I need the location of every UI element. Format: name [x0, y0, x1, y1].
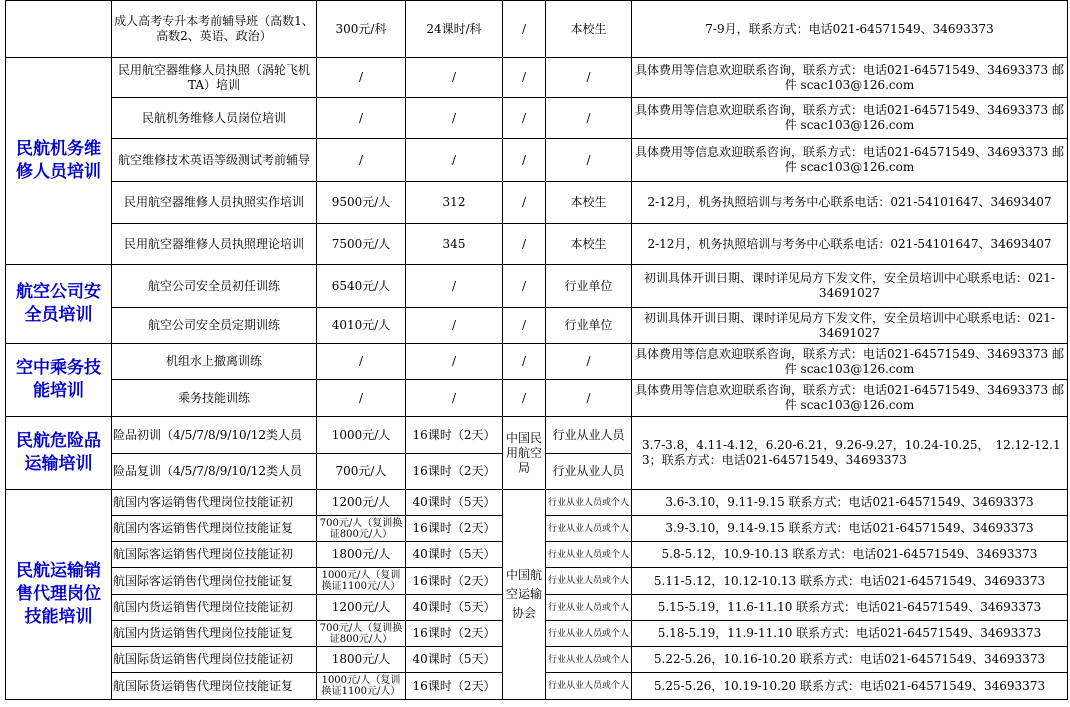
org-cell: / [503, 308, 546, 344]
category-cell: 空中乘务技能培训 [6, 344, 112, 417]
org-cell: / [503, 224, 546, 265]
category-cell: 民航危险品运输培训 [6, 417, 112, 490]
course-cell: 航国内客运销售代理岗位技能证复 [112, 516, 317, 542]
hours-cell: 40课时（5天） [406, 542, 503, 568]
price-cell: 1000元/人（复训换证1100元/人） [317, 568, 406, 595]
training-schedule-table [5, 0, 1068, 700]
course-cell: 成人高考专升本考前辅导班（高数1、高数2、英语、政治） [112, 1, 317, 58]
course-cell: 航国内货运销售代理岗位技能证复 [112, 621, 317, 647]
target-cell: 本校生 [546, 182, 632, 224]
course-cell: 民用航空器维修人员执照实作培训 [112, 182, 317, 224]
hours-cell: / [406, 265, 503, 308]
org-cell: / [503, 58, 546, 98]
hours-cell: 40课时（5天） [406, 595, 503, 621]
org-cell: 中国民用航空局 [503, 417, 546, 490]
price-cell: 4010元/人 [317, 308, 406, 344]
price-cell: 7500元/人 [317, 224, 406, 265]
org-cell: / [503, 98, 546, 139]
table-row [6, 490, 1068, 516]
org-cell: / [503, 344, 546, 380]
course-cell: 航国际客运销售代理岗位技能证初 [112, 542, 317, 568]
note-cell: 具体费用等信息欢迎联系咨询，联系方式：电话021-64571549、34693373 邮件 scac103@126.com [632, 139, 1068, 182]
target-cell: 本校生 [546, 224, 632, 265]
course-cell: 航国际客运销售代理岗位技能证复 [112, 568, 317, 595]
org-cell: / [503, 265, 546, 308]
org-cell: / [503, 182, 546, 224]
category-cell: 民航机务维修人员培训 [6, 58, 112, 265]
target-cell: 行业从业人员或个人 [546, 647, 632, 673]
price-cell: 1800元/人 [317, 542, 406, 568]
hours-cell: / [406, 380, 503, 417]
hours-cell: 16课时（2天） [406, 417, 503, 454]
table-row [6, 98, 1068, 139]
target-cell: 行业从业人员或个人 [546, 490, 632, 516]
note-cell: 5.22-5.26，10.16-10.20 联系方式：电话021-64571549、34693373 [632, 647, 1068, 673]
course-cell: 航国内客运销售代理岗位技能证初 [112, 490, 317, 516]
hours-cell: 40课时（5天） [406, 647, 503, 673]
hours-cell: / [406, 344, 503, 380]
table-row [6, 182, 1068, 224]
hours-cell: 312 [406, 182, 503, 224]
org-cell: / [503, 139, 546, 182]
price-cell: / [317, 380, 406, 417]
target-cell: 行业从业人员或个人 [546, 516, 632, 542]
table-row [6, 1, 1068, 58]
note-cell: 具体费用等信息欢迎联系咨询，联系方式：电话021-64571549、34693373 邮件 scac103@126.com [632, 58, 1068, 98]
target-cell: / [546, 380, 632, 417]
table-row [6, 417, 1068, 454]
target-cell: / [546, 98, 632, 139]
target-cell: 行业从业人员或个人 [546, 568, 632, 595]
price-cell: 1000元/人 [317, 417, 406, 454]
hours-cell: 16课时（2天） [406, 568, 503, 595]
course-cell: 险品复训（4/5/7/8/9/10/12类人员 [112, 454, 317, 490]
course-cell: 航国内货运销售代理岗位技能证初 [112, 595, 317, 621]
hours-cell: / [406, 58, 503, 98]
note-cell: 3.9-3.10，9.14-9.15 联系方式：电话021-64571549、34693373 [632, 516, 1068, 542]
note-cell: 具体费用等信息欢迎联系咨询，联系方式：电话021-64571549、34693373 邮件 scac103@126.com [632, 380, 1068, 417]
org-cell: / [503, 380, 546, 417]
note-cell: 3.7-3.8，4.11-4.12，6.20-6.21，9.26-9.27，10.24-10.25， 12.12-12.13；联系方式：电话021-64571549、34693373 [632, 417, 1068, 490]
course-cell: 机组水上撤离训练 [112, 344, 317, 380]
course-cell: 民用航空器维修人员执照理论培训 [112, 224, 317, 265]
table-row [6, 344, 1068, 380]
note-cell: 初训具体开训日期、课时详见局方下发文件，安全员培训中心联系电话：021-34691027 [632, 265, 1068, 308]
note-cell: 5.25-5.26，10.19-10.20 联系方式：电话021-64571549、34693373 [632, 673, 1068, 700]
category-cell: 民航运输销售代理岗位技能培训 [6, 490, 112, 700]
note-cell: 具体费用等信息欢迎联系咨询，联系方式：电话021-64571549、34693373 邮件 scac103@126.com [632, 98, 1068, 139]
course-cell: 航国际货运销售代理岗位技能证初 [112, 647, 317, 673]
course-cell: 航空维修技术英语等级测试考前辅导 [112, 139, 317, 182]
price-cell: 700元/人（复训换证800元/人） [317, 621, 406, 647]
target-cell: 行业从业人员或个人 [546, 673, 632, 700]
hours-cell: / [406, 139, 503, 182]
target-cell: 本校生 [546, 1, 632, 58]
hours-cell: 16课时（2天） [406, 673, 503, 700]
hours-cell: 40课时（5天） [406, 490, 503, 516]
price-cell: / [317, 98, 406, 139]
hours-cell: 345 [406, 224, 503, 265]
price-cell: / [317, 344, 406, 380]
target-cell: 行业从业人员或个人 [546, 595, 632, 621]
note-cell: 5.11-5.12，10.12-10.13 联系方式：电话021-64571549、34693373 [632, 568, 1068, 595]
course-cell: 航空公司安全员定期训练 [112, 308, 317, 344]
note-cell: 3.6-3.10，9.11-9.15 联系方式：电话021-64571549、34693373 [632, 490, 1068, 516]
price-cell: / [317, 139, 406, 182]
target-cell: 行业从业人员或个人 [546, 621, 632, 647]
category-cell: 航空公司安全员培训 [6, 265, 112, 344]
target-cell: 行业单位 [546, 308, 632, 344]
category-cell-blank [6, 1, 112, 58]
table-row [6, 139, 1068, 182]
target-cell: / [546, 139, 632, 182]
hours-cell: 16课时（2天） [406, 621, 503, 647]
course-cell: 航空公司安全员初任训练 [112, 265, 317, 308]
price-cell: 1000元/人（复训换证1100元/人） [317, 673, 406, 700]
hours-cell: 16课时（2天） [406, 516, 503, 542]
price-cell: 9500元/人 [317, 182, 406, 224]
table-row [6, 308, 1068, 344]
note-cell: 2-12月，机务执照培训与考务中心联系电话：021-54101647、34693407 [632, 224, 1068, 265]
course-cell: 民航机务维修人员岗位培训 [112, 98, 317, 139]
hours-cell: / [406, 98, 503, 139]
hours-cell: / [406, 308, 503, 344]
note-cell: 2-12月，机务执照培训与考务中心联系电话：021-54101647、34693407 [632, 182, 1068, 224]
target-cell: 行业从业人员或个人 [546, 542, 632, 568]
target-cell: / [546, 58, 632, 98]
price-cell: 300元/科 [317, 1, 406, 58]
price-cell: 700元/人 [317, 454, 406, 490]
target-cell: 行业单位 [546, 265, 632, 308]
target-cell: 行业从业人员 [546, 417, 632, 454]
table-row [6, 265, 1068, 308]
price-cell: 1800元/人 [317, 647, 406, 673]
course-cell: 险品初训（4/5/7/8/9/10/12类人员 [112, 417, 317, 454]
org-cell: / [503, 1, 546, 58]
table-row [6, 224, 1068, 265]
price-cell: 700元/人（复训换证800元/人） [317, 516, 406, 542]
hours-cell: 24课时/科 [406, 1, 503, 58]
note-cell: 5.18-5.19，11.9-11.10 联系方式：电话021-64571549、34693373 [632, 621, 1068, 647]
price-cell: 6540元/人 [317, 265, 406, 308]
hours-cell: 16课时（2天） [406, 454, 503, 490]
note-cell: 5.15-5.19，11.6-11.10 联系方式：电话021-64571549、34693373 [632, 595, 1068, 621]
course-cell: 民用航空器维修人员执照（涡轮飞机TA）培训 [112, 58, 317, 98]
note-cell: 7-9月，联系方式：电话021-64571549、34693373 [632, 1, 1068, 58]
note-cell: 初训具体开训日期、课时详见局方下发文件，安全员培训中心联系电话：021-34691027 [632, 308, 1068, 344]
course-cell: 乘务技能训练 [112, 380, 317, 417]
table-row [6, 58, 1068, 98]
org-cell: 中国航空运输协会 [503, 490, 546, 700]
course-cell: 航国际货运销售代理岗位技能证复 [112, 673, 317, 700]
target-cell: 行业从业人员 [546, 454, 632, 490]
table-row [6, 380, 1068, 417]
price-cell: 1200元/人 [317, 595, 406, 621]
price-cell: 1200元/人 [317, 490, 406, 516]
note-cell: 具体费用等信息欢迎联系咨询，联系方式：电话021-64571549、34693373 邮件 scac103@126.com [632, 344, 1068, 380]
note-cell: 5.8-5.12，10.9-10.13 联系方式：电话021-64571549、34693373 [632, 542, 1068, 568]
price-cell: / [317, 58, 406, 98]
target-cell: / [546, 344, 632, 380]
